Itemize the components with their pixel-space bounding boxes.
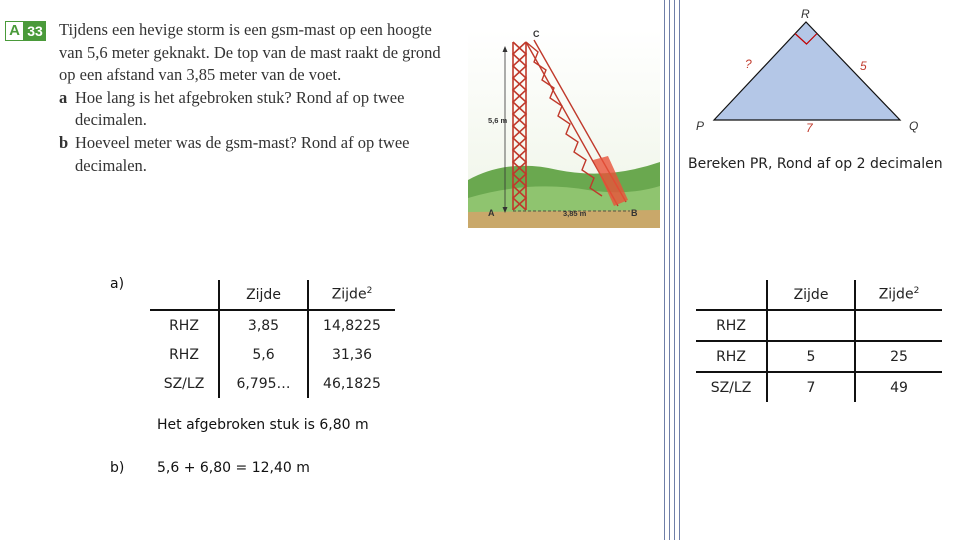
point-a-label: A: [488, 208, 495, 218]
problem-intro: Tijdens een hevige storm is een gsm-mast op een hoogte van 5,6 meter geknakt. De top van de mast raakt de grond op een afstand van 3,85 meter van de voet.: [59, 20, 441, 85]
subquestion-a: [59, 87, 454, 132]
solution-table-pr: [696, 280, 942, 402]
subquestion-b-label: b: [59, 132, 69, 152]
calculation-b: 5,6 + 6,80 = 12,40 m: [157, 460, 310, 476]
point-b-label: B: [631, 208, 638, 218]
table-cell: 31,36: [308, 340, 395, 369]
broken-mast-illustration: [468, 30, 660, 228]
table-cell: 7: [767, 372, 855, 402]
divider-line-3: [674, 0, 675, 540]
divider-line-1: [664, 0, 665, 540]
table-row: [150, 310, 395, 340]
table-cell: RHZ: [696, 341, 767, 372]
table-row: [150, 340, 395, 369]
table-header-row: [696, 280, 942, 310]
table-cell: 5: [767, 341, 855, 372]
table-row: [696, 341, 942, 372]
subquestion-b-text: Hoeveel meter was de gsm-mast? Rond af op twee decimalen.: [75, 132, 410, 175]
triangle-shape: [714, 22, 900, 120]
header-cell-zijde: Zijde: [219, 280, 308, 310]
side-rq-label: 5: [860, 59, 867, 73]
table-cell: 49: [855, 372, 942, 402]
table-cell: RHZ: [169, 317, 199, 334]
side-pq-label: 7: [806, 121, 813, 135]
answer-b-label: b): [110, 460, 125, 476]
subquestion-b: [59, 132, 454, 177]
divider-line-2: [669, 0, 670, 540]
subquestion-a-text: Hoe lang is het afgebroken stuk? Rond af op twee decimalen.: [75, 87, 405, 130]
header-cell-zijde2: Zijde$^2$: [308, 280, 395, 310]
table-cell: 25: [855, 341, 942, 372]
divider-line-4: [679, 0, 680, 540]
vertex-q-label: Q: [909, 119, 919, 133]
task-letter: A: [5, 21, 24, 41]
table-cell: 3,85: [219, 310, 308, 340]
task-number: 33: [24, 21, 46, 41]
table-cell: [855, 310, 942, 341]
table-row: [150, 369, 395, 398]
table-cell: SZ/LZ: [163, 375, 205, 392]
conclusion-a: Het afgebroken stuk is 6,80 m: [157, 417, 369, 433]
height-label: 5,6 m: [488, 116, 508, 125]
problem-text: [59, 19, 454, 177]
table-cell: 5,6: [219, 340, 308, 369]
table-cell: SZ/LZ: [710, 379, 752, 396]
header-cell-zijde2: Zijde$^2$: [855, 280, 942, 310]
table-cell: 14,8225: [308, 310, 395, 340]
header-superscript: 2: [913, 286, 920, 297]
header-cell-1: [150, 280, 219, 310]
header-superscript: 2: [366, 286, 373, 297]
header-cell-1: [696, 280, 767, 310]
right-triangle-figure: [692, 4, 927, 136]
table-cell: [767, 310, 855, 341]
table-cell: RHZ: [169, 346, 199, 363]
answer-a-label: a): [110, 276, 125, 292]
table-cell: RHZ: [696, 310, 767, 341]
point-c-label: C: [533, 30, 540, 39]
table-row: [696, 310, 942, 341]
subquestion-a-label: a: [59, 87, 68, 107]
vertex-r-label: R: [801, 7, 810, 21]
task-badge: [5, 21, 46, 41]
table-cell: 46,1825: [308, 369, 395, 398]
side-pr-label: ?: [745, 57, 752, 71]
solution-table-a: [150, 280, 395, 398]
header-cell-zijde: Zijde: [767, 280, 855, 310]
table-cell: 6,795…: [219, 369, 308, 398]
question-2: Bereken PR, Rond af op 2 decimalen: [688, 156, 943, 172]
table-row: [696, 372, 942, 402]
table-header-row: [150, 280, 395, 310]
vertex-p-label: P: [696, 119, 705, 133]
base-label: 3,85 m: [563, 209, 587, 218]
